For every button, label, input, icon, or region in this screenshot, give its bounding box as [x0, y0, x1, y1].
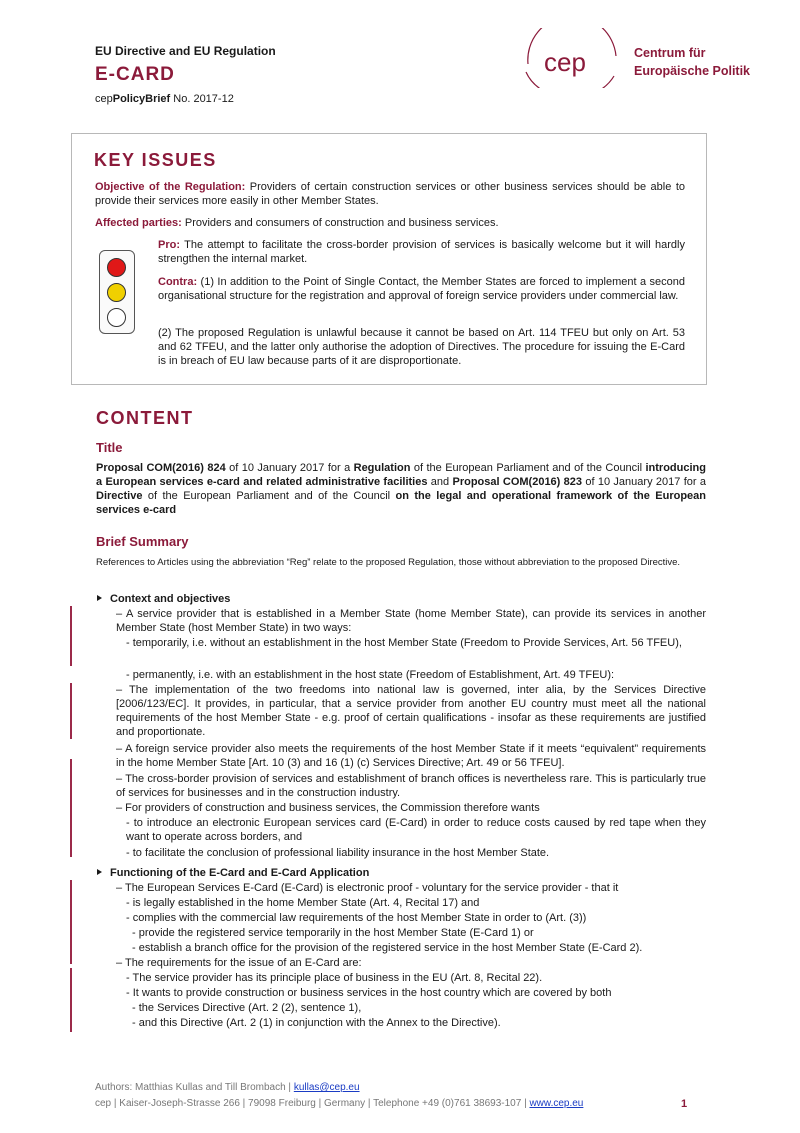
triangle-bullet-icon: [97, 595, 102, 601]
organization-name: Centrum für Europäische Politik: [634, 46, 751, 78]
change-marker: [70, 968, 72, 1032]
list-item: – A service provider that is established in a Member State (home Member State), can provide its services in another Member State (host Member State) in two ways:: [116, 608, 706, 634]
list-item: - is legally established in the home Member State (Art. 4, Recital 17) and: [126, 897, 480, 909]
document-title: E-CARD: [95, 64, 175, 85]
list-item: - provide the registered service temporarily in the host Member State (E-Card 1) or: [132, 927, 534, 939]
content-title: CONTENT: [96, 408, 194, 428]
policy-brief-number: cepPolicyBrief No. 2017-12: [95, 93, 234, 105]
red-light: [107, 258, 126, 277]
document-type: EU Directive and EU Regulation: [95, 44, 276, 58]
list-item: - and this Directive (Art. 2 (1) in conjunction with the Annex to the Directive).: [132, 1017, 501, 1029]
traffic-light-icon: [99, 250, 135, 334]
proposal-paragraph: Proposal COM(2016) 824 of 10 January 2017 for a Regulation of the European Parliament and of the Council introducing a European services e-card and related administrative facilities and Proposal COM(2016) 823 of 10 January 2017 for a Directive of the European Parliament and of the Council on the legal and operational framework of the European services e-card: [96, 462, 706, 516]
triangle-bullet-icon: [97, 869, 102, 875]
key-issues-title: KEY ISSUES: [94, 150, 217, 170]
change-marker: [70, 683, 72, 739]
website-link[interactable]: www.cep.eu: [529, 1098, 584, 1109]
list-item: - permanently, i.e. with an establishment in the host state (Freedom of Establishment, Art. 49 TFEU):: [126, 669, 615, 681]
section-heading-context: Context and objectives: [97, 593, 230, 605]
list-item: - to introduce an electronic European services card (E-Card) in order to reduce costs caused by red tape when they want to operate across borders, and: [126, 817, 706, 843]
brief-summary-heading: Brief Summary: [96, 534, 189, 549]
pro-paragraph: Pro: The attempt to facilitate the cross-border provision of services is basically welcome but it will hardly strengthen the internal market.: [158, 239, 685, 265]
list-item: – A foreign service provider also meets the requirements of the host Member State if it meets “equivalent” requirements in the home Member State [Art. 10 (3) and 16 (1) (c) Services Directive; Art. 49 or 56 TFEU].: [116, 743, 706, 769]
change-marker: [70, 880, 72, 964]
footer-address: cep | Kaiser-Joseph-Strasse 266 | 79098 Freiburg | Germany | Telephone +49 (0)761 38693-107 | www.cep.eu: [95, 1098, 584, 1109]
list-item: - the Services Directive (Art. 2 (2), sentence 1),: [132, 1002, 362, 1014]
email-link[interactable]: kullas@cep.eu: [293, 1082, 360, 1093]
list-item: – The European Services E-Card (E-Card) is electronic proof - voluntary for the service provider - that it: [116, 882, 619, 894]
page-number: 1: [681, 1098, 688, 1110]
list-item: - to facilitate the conclusion of professional liability insurance in the host Member State.: [126, 847, 550, 859]
list-item: – The implementation of the two freedoms into national law is governed, inter alia, by the Services Directive [2006/123/EC]. It provides, in particular, that a service provider from another EU country must meet all the national requirements of the host Member State - e.g. proof of certain qualifications - insofar as these requirements are justified and proportionate.: [116, 684, 706, 738]
list-item: - establish a branch office for the provision of the registered service in the host Member State (E-Card 2).: [132, 942, 643, 954]
change-marker: [70, 759, 72, 857]
cep-logo: [522, 28, 622, 88]
change-marker: [70, 606, 72, 666]
list-item: - The service provider has its principle place of business in the EU (Art. 8, Recital 22).: [126, 972, 543, 984]
title-heading: Title: [96, 440, 123, 455]
references-note: References to Articles using the abbreviation “Reg” relate to the proposed Regulation, those without abbreviation to the proposed Directive.: [96, 557, 681, 568]
list-item: - complies with the commercial law requirements of the host Member State in order to (Art. (3)): [126, 912, 587, 924]
section-heading-functioning: Functioning of the E-Card and E-Card Application: [97, 867, 369, 879]
contra-paragraph-2: (2) The proposed Regulation is unlawful because it cannot be based on Art. 114 TFEU but only on Art. 53 and 62 TFEU, and the latter only authorise the adoption of Directives. The procedure for issuing the E-Card is in breach of EU law because parts of it are disproportionate.: [158, 327, 685, 367]
list-item: - temporarily, i.e. without an establishment in the host Member State (Freedom to Provide Services, Art. 56 TFEU),: [126, 637, 682, 649]
list-item: – The requirements for the issue of an E-Card are:: [116, 957, 362, 969]
yellow-light: [107, 283, 126, 302]
white-light: [107, 308, 126, 327]
svg-text:cep: cep: [544, 47, 586, 77]
footer-authors: Authors: Matthias Kullas and Till Brombach | kullas@cep.eu: [95, 1082, 360, 1093]
list-item: – For providers of construction and business services, the Commission therefore wants: [116, 802, 540, 814]
list-item: – The cross-border provision of services and establishment of branch offices is nevertheless rare. This is particularly true of services for businesses and in the construction industry.: [116, 773, 706, 799]
list-item: - It wants to provide construction or business services in the host country which are covered by both: [126, 987, 612, 999]
objective-paragraph: Objective of the Regulation: Providers of certain construction services or other business services should be able to provide their services more easily in other Member States.: [95, 181, 685, 207]
contra-paragraph: Contra: (1) In addition to the Point of Single Contact, the Member States are forced to implement a second organisational structure for the registration and approval of foreign service providers under commercial law.: [158, 276, 685, 302]
affected-parties-paragraph: Affected parties: Providers and consumers of construction and business services.: [95, 217, 499, 229]
